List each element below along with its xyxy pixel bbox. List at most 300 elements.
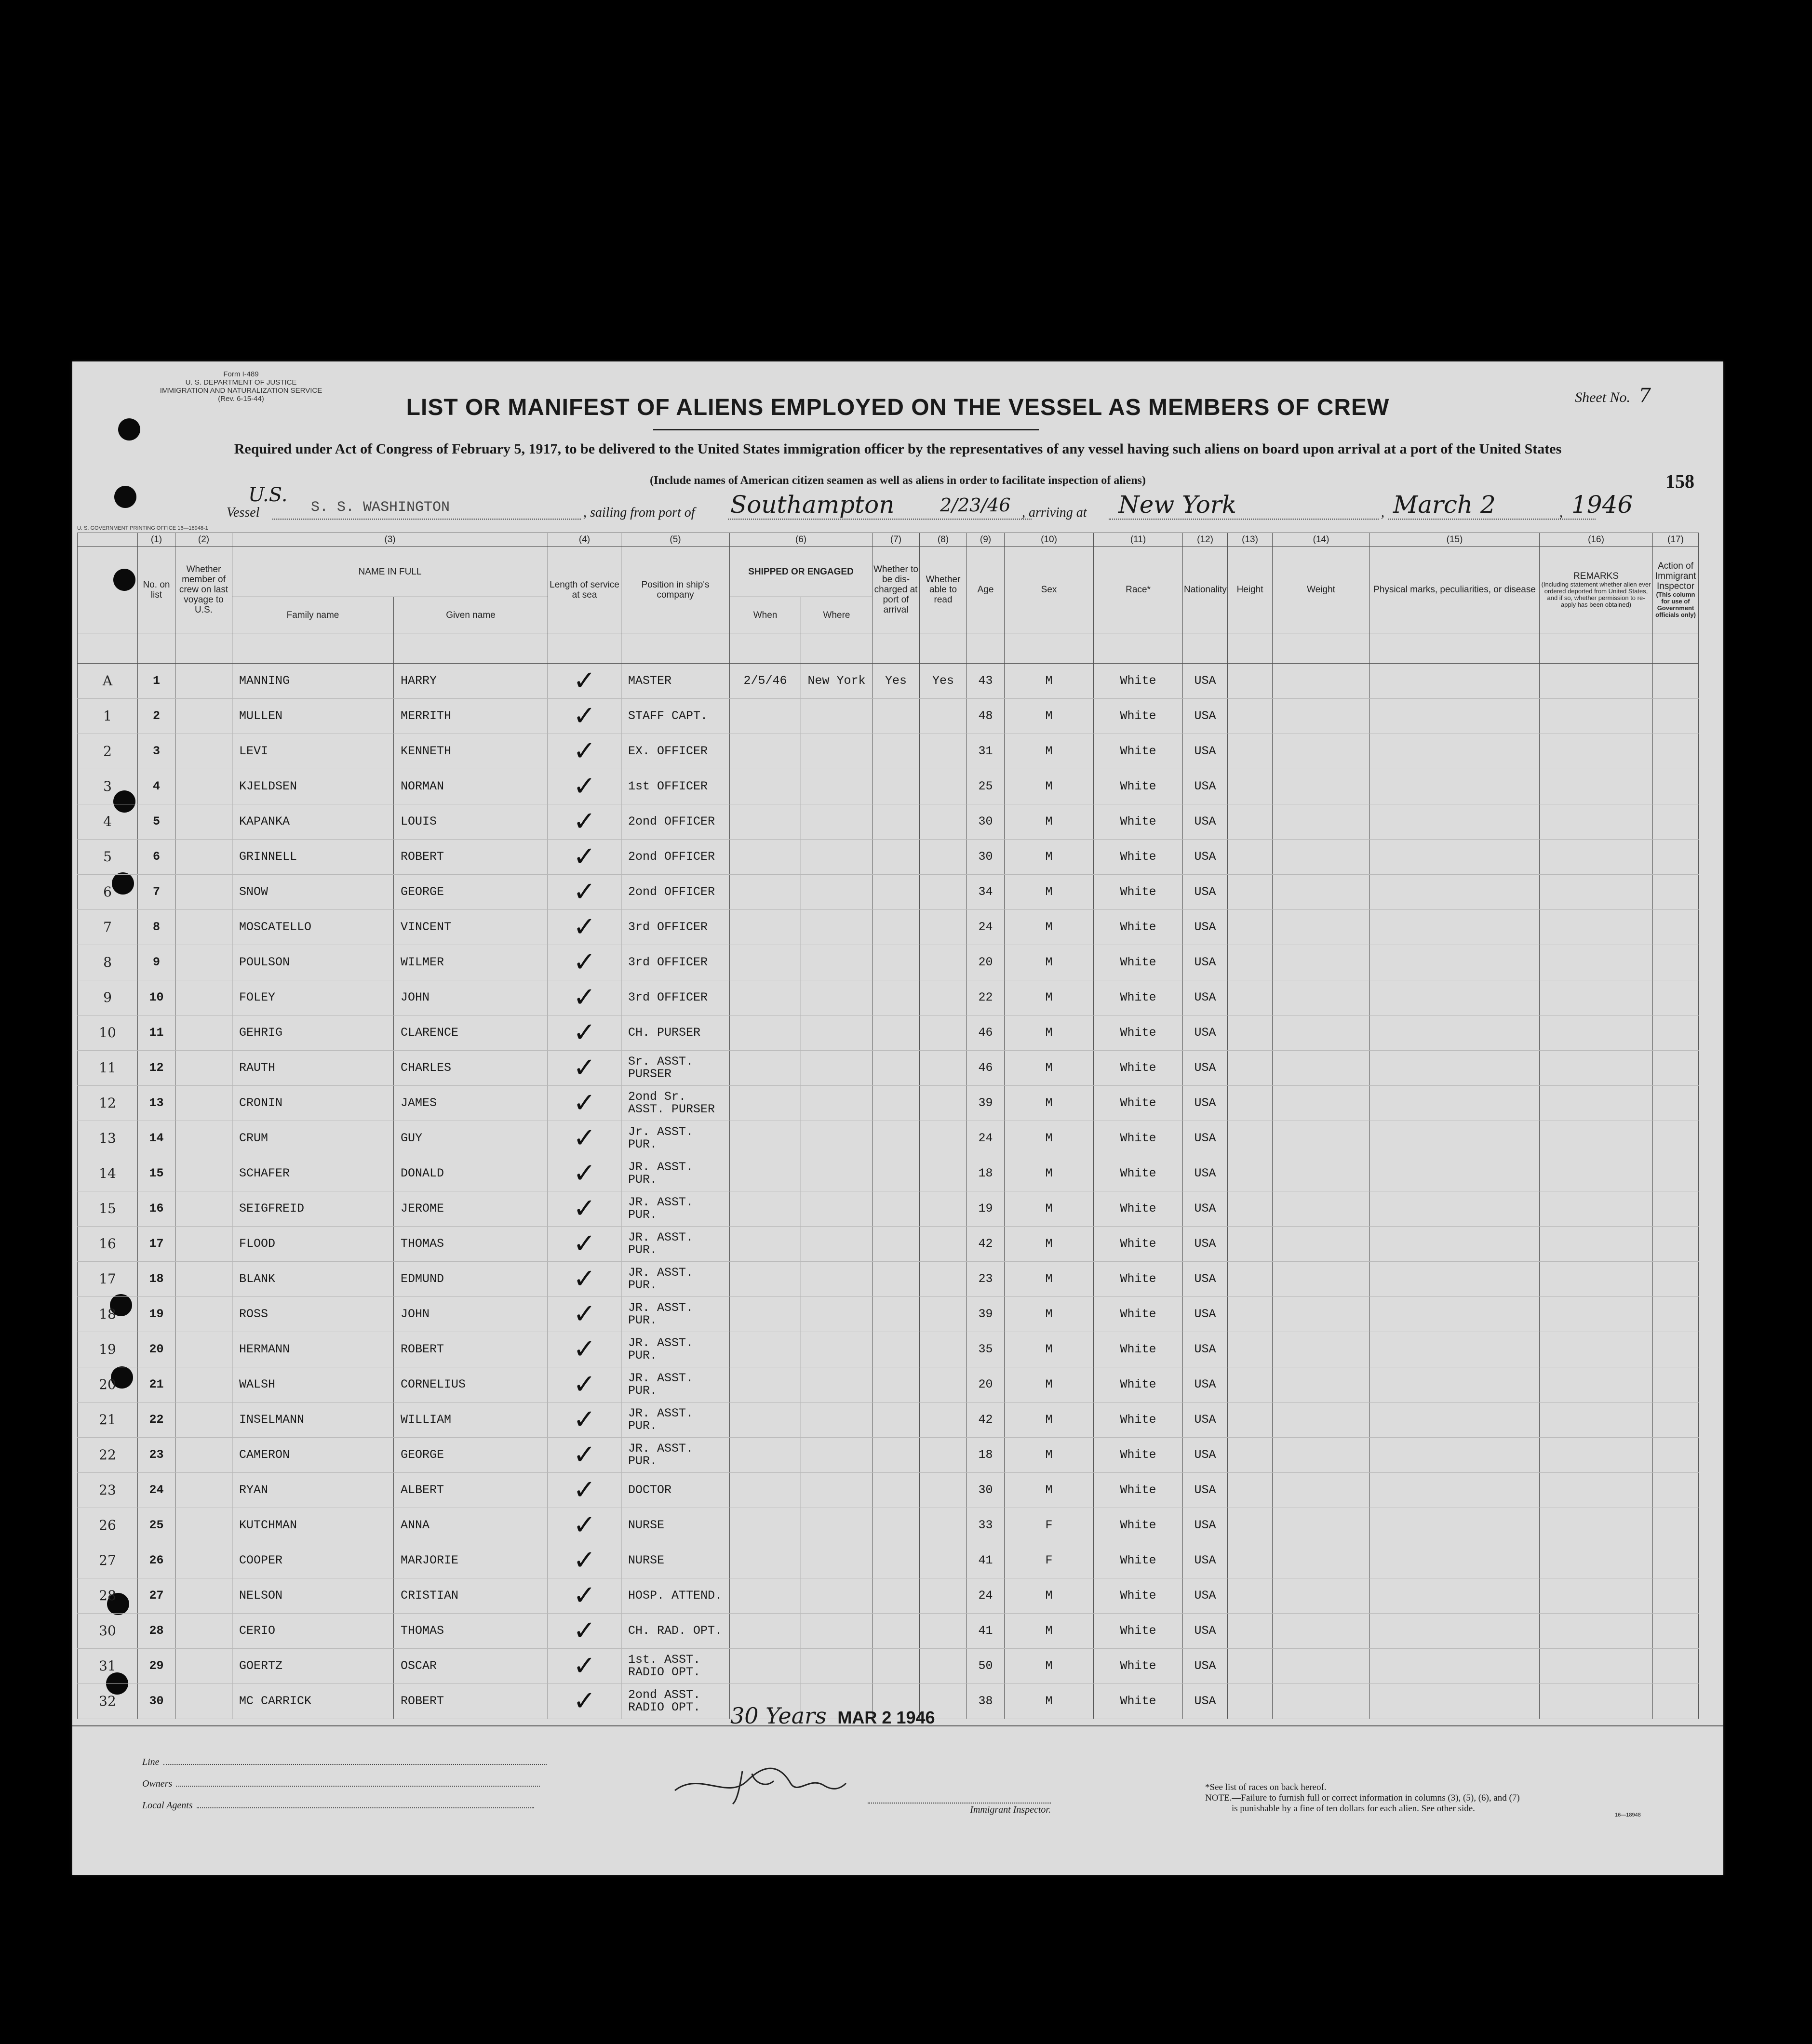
- row-weight: [1273, 1332, 1370, 1367]
- row-physical: [1370, 1684, 1540, 1719]
- crew-row: [78, 840, 1699, 875]
- row-given-name: CORNELIUS: [394, 1367, 548, 1403]
- row-family-name: RYAN: [232, 1473, 394, 1508]
- row-shipped-where: [801, 1332, 872, 1367]
- row-number: 3: [138, 734, 175, 769]
- row-age: 33: [967, 1508, 1005, 1543]
- row-family-name: GRINNELL: [232, 840, 394, 875]
- row-given-name: HARRY: [394, 664, 548, 699]
- row-given-name: CRISTIAN: [394, 1578, 548, 1614]
- row-shipped-where: [801, 1051, 872, 1086]
- crew-row: [78, 1367, 1699, 1403]
- row-race: White: [1094, 1262, 1183, 1297]
- row-position: NURSE: [621, 1543, 730, 1578]
- row-family-name: SCHAFER: [232, 1156, 394, 1191]
- row-discharged: [872, 1121, 920, 1156]
- row-able-read: [920, 1614, 967, 1649]
- header-remarks: [1540, 547, 1653, 633]
- row-action: [1653, 664, 1699, 699]
- row-discharged: [872, 875, 920, 910]
- row-remarks: [1540, 1262, 1653, 1297]
- row-age: 41: [967, 1543, 1005, 1578]
- row-action: [1653, 699, 1699, 734]
- row-physical: [1370, 1121, 1540, 1156]
- row-number: 2: [138, 699, 175, 734]
- col-num-16: (16): [1540, 533, 1653, 547]
- crew-row: [78, 945, 1699, 980]
- printer-imprint: U. S. GOVERNMENT PRINTING OFFICE 16—18948-1: [77, 525, 208, 531]
- row-nationality: USA: [1183, 910, 1228, 945]
- row-remarks: [1540, 1367, 1653, 1403]
- row-weight: [1273, 1015, 1370, 1051]
- row-remarks: [1540, 1614, 1653, 1649]
- row-sex: M: [1005, 1473, 1094, 1508]
- form-number: Form I-489: [223, 370, 259, 378]
- row-physical: [1370, 734, 1540, 769]
- row-shipped-where: [801, 1297, 872, 1332]
- row-age: 20: [967, 1367, 1005, 1403]
- row-nationality: USA: [1183, 664, 1228, 699]
- row-age: 24: [967, 1578, 1005, 1614]
- row-weight: [1273, 1156, 1370, 1191]
- row-physical: [1370, 1367, 1540, 1403]
- arrival-date: March 2: [1393, 491, 1496, 519]
- col-num-6: (6): [730, 533, 872, 547]
- row-age: 39: [967, 1086, 1005, 1121]
- row-shipped-where: [801, 1191, 872, 1227]
- crew-row: [78, 699, 1699, 734]
- row-shipped-where: [801, 1015, 872, 1051]
- row-weight: [1273, 1086, 1370, 1121]
- row-prior-crew: [175, 1508, 232, 1543]
- crew-row: [78, 1332, 1699, 1367]
- row-margin-number: 20: [78, 1367, 138, 1403]
- row-height: [1228, 1684, 1273, 1719]
- row-nationality: USA: [1183, 804, 1228, 840]
- header-shipped: SHIPPED OR ENGAGED: [730, 547, 872, 597]
- row-age: 42: [967, 1227, 1005, 1262]
- row-sex: M: [1005, 664, 1094, 699]
- row-action: [1653, 1438, 1699, 1473]
- row-shipped-where: [801, 1649, 872, 1684]
- row-position: CH. PURSER: [621, 1015, 730, 1051]
- row-family-name: MULLEN: [232, 699, 394, 734]
- row-service-check: ✓: [548, 1473, 621, 1508]
- row-given-name: MARJORIE: [394, 1543, 548, 1578]
- row-nationality: USA: [1183, 1684, 1228, 1719]
- col-num-5: (5): [621, 533, 730, 547]
- row-remarks: [1540, 734, 1653, 769]
- row-action: [1653, 1015, 1699, 1051]
- row-age: 35: [967, 1332, 1005, 1367]
- row-race: White: [1094, 875, 1183, 910]
- row-number: 24: [138, 1473, 175, 1508]
- row-age: 42: [967, 1403, 1005, 1438]
- row-weight: [1273, 664, 1370, 699]
- row-action: [1653, 980, 1699, 1015]
- row-position: 1st OFFICER: [621, 769, 730, 804]
- row-physical: [1370, 910, 1540, 945]
- row-race: White: [1094, 1403, 1183, 1438]
- row-able-read: [920, 1297, 967, 1332]
- row-shipped-where: [801, 1262, 872, 1297]
- row-able-read: [920, 1508, 967, 1543]
- row-shipped-when: [730, 910, 801, 945]
- row-action: [1653, 1121, 1699, 1156]
- row-race: White: [1094, 769, 1183, 804]
- row-margin-number: 28: [78, 1578, 138, 1614]
- row-race: White: [1094, 1614, 1183, 1649]
- row-prior-crew: [175, 1191, 232, 1227]
- row-given-name: ANNA: [394, 1508, 548, 1543]
- row-service-check: ✓: [548, 1086, 621, 1121]
- row-margin-number: 11: [78, 1051, 138, 1086]
- row-shipped-when: [730, 945, 801, 980]
- row-shipped-when: [730, 875, 801, 910]
- crew-row: [78, 1121, 1699, 1156]
- row-number: 7: [138, 875, 175, 910]
- row-discharged: Yes: [872, 664, 920, 699]
- sailing-label: , sailing from port of: [583, 505, 695, 520]
- row-race: White: [1094, 1332, 1183, 1367]
- row-margin-number: 22: [78, 1438, 138, 1473]
- header-sex: Sex: [1005, 547, 1094, 633]
- row-discharged: [872, 1508, 920, 1543]
- row-shipped-where: [801, 980, 872, 1015]
- row-number: 5: [138, 804, 175, 840]
- row-discharged: [872, 1191, 920, 1227]
- row-shipped-when: [730, 1367, 801, 1403]
- row-race: White: [1094, 980, 1183, 1015]
- row-sex: M: [1005, 980, 1094, 1015]
- row-prior-crew: [175, 1367, 232, 1403]
- row-race: White: [1094, 804, 1183, 840]
- row-race: White: [1094, 699, 1183, 734]
- row-physical: [1370, 1191, 1540, 1227]
- row-weight: [1273, 840, 1370, 875]
- row-number: 20: [138, 1332, 175, 1367]
- row-position: 2ond Sr. ASST. PURSER: [621, 1086, 730, 1121]
- row-position: Sr. ASST. PURSER: [621, 1051, 730, 1086]
- row-shipped-where: [801, 1156, 872, 1191]
- row-race: White: [1094, 1156, 1183, 1191]
- row-action: [1653, 769, 1699, 804]
- row-nationality: USA: [1183, 1051, 1228, 1086]
- row-shipped-when: [730, 1578, 801, 1614]
- header-age: Age: [967, 547, 1005, 633]
- row-prior-crew: [175, 1332, 232, 1367]
- row-height: [1228, 1649, 1273, 1684]
- header-name-in-full: NAME IN FULL: [232, 547, 548, 597]
- row-sex: M: [1005, 769, 1094, 804]
- row-position: JR. ASST. PUR.: [621, 1367, 730, 1403]
- stamp-date: MAR 2 1946: [837, 1708, 935, 1727]
- row-remarks: [1540, 1086, 1653, 1121]
- row-prior-crew: [175, 1297, 232, 1332]
- row-family-name: ROSS: [232, 1297, 394, 1332]
- row-number: 30: [138, 1684, 175, 1719]
- row-number: 10: [138, 980, 175, 1015]
- row-race: White: [1094, 1578, 1183, 1614]
- row-number: 11: [138, 1015, 175, 1051]
- row-sex: M: [1005, 699, 1094, 734]
- row-age: 23: [967, 1262, 1005, 1297]
- header-able-read: Whether able to read: [920, 547, 967, 633]
- row-weight: [1273, 804, 1370, 840]
- row-shipped-where: [801, 1473, 872, 1508]
- row-age: 30: [967, 840, 1005, 875]
- footer-note-fine-cont: is punishable by a fine of ten dollars for each alien. See other side.: [1232, 1804, 1475, 1814]
- header-when: When: [730, 597, 801, 633]
- row-margin-number: 4: [78, 804, 138, 840]
- row-height: [1228, 1051, 1273, 1086]
- row-prior-crew: [175, 945, 232, 980]
- row-action: [1653, 1051, 1699, 1086]
- row-height: [1228, 1403, 1273, 1438]
- row-weight: [1273, 980, 1370, 1015]
- row-nationality: USA: [1183, 1508, 1228, 1543]
- row-given-name: LOUIS: [394, 804, 548, 840]
- row-given-name: CLARENCE: [394, 1015, 548, 1051]
- row-margin-number: 21: [78, 1403, 138, 1438]
- row-remarks: [1540, 1191, 1653, 1227]
- row-sex: M: [1005, 1367, 1094, 1403]
- row-weight: [1273, 1121, 1370, 1156]
- row-service-check: ✓: [548, 1614, 621, 1649]
- row-position: 2ond OFFICER: [621, 840, 730, 875]
- row-number: 22: [138, 1403, 175, 1438]
- row-nationality: USA: [1183, 1156, 1228, 1191]
- row-position: JR. ASST. PUR.: [621, 1156, 730, 1191]
- row-age: 18: [967, 1438, 1005, 1473]
- row-prior-crew: [175, 1227, 232, 1262]
- row-service-check: ✓: [548, 769, 621, 804]
- row-able-read: [920, 1578, 967, 1614]
- row-discharged: [872, 1473, 920, 1508]
- row-age: 19: [967, 1191, 1005, 1227]
- row-discharged: [872, 769, 920, 804]
- row-able-read: [920, 804, 967, 840]
- footer-owners: Owners: [142, 1778, 540, 1790]
- row-discharged: [872, 1403, 920, 1438]
- row-nationality: USA: [1183, 1614, 1228, 1649]
- arrival-year: 1946: [1571, 491, 1633, 519]
- row-sex: F: [1005, 1508, 1094, 1543]
- col-num-17: (17): [1653, 533, 1699, 547]
- col-num-13: (13): [1228, 533, 1273, 547]
- row-number: 1: [138, 664, 175, 699]
- row-physical: [1370, 1086, 1540, 1121]
- row-service-check: ✓: [548, 699, 621, 734]
- row-remarks: [1540, 1543, 1653, 1578]
- row-action: [1653, 840, 1699, 875]
- row-remarks: [1540, 1227, 1653, 1262]
- page-number: 158: [1665, 470, 1694, 492]
- row-service-check: ✓: [548, 1403, 621, 1438]
- row-prior-crew: [175, 1086, 232, 1121]
- row-weight: [1273, 1684, 1370, 1719]
- row-position: NURSE: [621, 1508, 730, 1543]
- row-given-name: WILLIAM: [394, 1403, 548, 1438]
- row-number: 19: [138, 1297, 175, 1332]
- row-height: [1228, 734, 1273, 769]
- page-title: LIST OR MANIFEST OF ALIENS EMPLOYED ON THE VESSEL AS MEMBERS OF CREW: [406, 395, 1390, 420]
- row-remarks: [1540, 1473, 1653, 1508]
- row-physical: [1370, 1051, 1540, 1086]
- row-margin-number: 15: [78, 1191, 138, 1227]
- row-physical: [1370, 1649, 1540, 1684]
- row-physical: [1370, 1227, 1540, 1262]
- title-underline: [653, 429, 1039, 430]
- row-shipped-where: [801, 945, 872, 980]
- row-margin-number: 30: [78, 1614, 138, 1649]
- row-margin-number: 26: [78, 1508, 138, 1543]
- row-height: [1228, 1332, 1273, 1367]
- row-discharged: [872, 1367, 920, 1403]
- row-shipped-where: [801, 840, 872, 875]
- row-able-read: [920, 1227, 967, 1262]
- row-margin-number: 6: [78, 875, 138, 910]
- row-physical: [1370, 1403, 1540, 1438]
- row-given-name: ROBERT: [394, 1684, 548, 1719]
- row-physical: [1370, 699, 1540, 734]
- row-sex: M: [1005, 1297, 1094, 1332]
- row-race: White: [1094, 1015, 1183, 1051]
- row-height: [1228, 1156, 1273, 1191]
- row-able-read: [920, 840, 967, 875]
- row-shipped-when: [730, 1438, 801, 1473]
- row-number: 14: [138, 1121, 175, 1156]
- row-prior-crew: [175, 734, 232, 769]
- row-given-name: MERRITH: [394, 699, 548, 734]
- row-discharged: [872, 1332, 920, 1367]
- row-sex: M: [1005, 734, 1094, 769]
- row-nationality: USA: [1183, 1297, 1228, 1332]
- row-weight: [1273, 1614, 1370, 1649]
- row-margin-number: 1: [78, 699, 138, 734]
- row-shipped-where: [801, 1403, 872, 1438]
- row-family-name: POULSON: [232, 945, 394, 980]
- row-shipped-when: 2/5/46: [730, 664, 801, 699]
- row-age: 38: [967, 1684, 1005, 1719]
- row-family-name: CAMERON: [232, 1438, 394, 1473]
- row-remarks: [1540, 1156, 1653, 1191]
- row-shipped-where: [801, 1227, 872, 1262]
- row-physical: [1370, 1543, 1540, 1578]
- col-num-7: (7): [872, 533, 920, 547]
- footer-agents: Local Agents: [142, 1800, 534, 1811]
- row-physical: [1370, 1297, 1540, 1332]
- row-able-read: [920, 1367, 967, 1403]
- crew-row: [78, 1051, 1699, 1086]
- row-remarks: [1540, 875, 1653, 910]
- row-sex: M: [1005, 1227, 1094, 1262]
- row-shipped-where: [801, 699, 872, 734]
- row-service-check: ✓: [548, 1332, 621, 1367]
- row-race: White: [1094, 1297, 1183, 1332]
- row-race: White: [1094, 945, 1183, 980]
- row-nationality: USA: [1183, 769, 1228, 804]
- row-physical: [1370, 1614, 1540, 1649]
- row-prior-crew: [175, 1121, 232, 1156]
- row-margin-number: 14: [78, 1156, 138, 1191]
- crew-row: [78, 980, 1699, 1015]
- row-service-check: ✓: [548, 1156, 621, 1191]
- row-sex: M: [1005, 945, 1094, 980]
- row-nationality: USA: [1183, 1262, 1228, 1297]
- row-physical: [1370, 1438, 1540, 1473]
- row-position: JR. ASST. PUR.: [621, 1262, 730, 1297]
- row-margin-number: 32: [78, 1684, 138, 1719]
- row-action: [1653, 1332, 1699, 1367]
- row-margin-number: 12: [78, 1086, 138, 1121]
- row-age: 43: [967, 664, 1005, 699]
- row-shipped-when: [730, 1508, 801, 1543]
- row-age: 24: [967, 910, 1005, 945]
- row-nationality: USA: [1183, 1578, 1228, 1614]
- row-age: 18: [967, 1156, 1005, 1191]
- row-service-check: ✓: [548, 1015, 621, 1051]
- row-service-check: ✓: [548, 664, 621, 699]
- row-age: 34: [967, 875, 1005, 910]
- row-able-read: [920, 769, 967, 804]
- row-shipped-when: [730, 1473, 801, 1508]
- row-shipped-where: [801, 1543, 872, 1578]
- col-num-12: (12): [1183, 533, 1228, 547]
- row-able-read: [920, 945, 967, 980]
- row-shipped-when: [730, 804, 801, 840]
- row-discharged: [872, 910, 920, 945]
- row-sex: M: [1005, 804, 1094, 840]
- row-able-read: [920, 1086, 967, 1121]
- row-shipped-when: [730, 734, 801, 769]
- row-service-check: ✓: [548, 910, 621, 945]
- row-remarks: [1540, 1121, 1653, 1156]
- row-prior-crew: [175, 664, 232, 699]
- row-family-name: NELSON: [232, 1578, 394, 1614]
- row-age: 20: [967, 945, 1005, 980]
- row-weight: [1273, 1051, 1370, 1086]
- row-family-name: FOLEY: [232, 980, 394, 1015]
- crew-row: [78, 1015, 1699, 1051]
- row-remarks: [1540, 1649, 1653, 1684]
- row-able-read: [920, 1543, 967, 1578]
- row-nationality: USA: [1183, 840, 1228, 875]
- row-family-name: SEIGFREID: [232, 1191, 394, 1227]
- row-nationality: USA: [1183, 1649, 1228, 1684]
- row-margin-number: 5: [78, 840, 138, 875]
- row-physical: [1370, 769, 1540, 804]
- row-position: 2ond OFFICER: [621, 804, 730, 840]
- row-shipped-when: [730, 1332, 801, 1367]
- row-weight: [1273, 910, 1370, 945]
- row-service-check: ✓: [548, 1297, 621, 1332]
- header-no-on-list: No. on list: [138, 547, 175, 633]
- row-height: [1228, 1191, 1273, 1227]
- row-action: [1653, 1262, 1699, 1297]
- row-prior-crew: [175, 1156, 232, 1191]
- row-shipped-where: [801, 769, 872, 804]
- header-position: Position in ship's company: [621, 547, 730, 633]
- row-height: [1228, 769, 1273, 804]
- row-sex: M: [1005, 1086, 1094, 1121]
- row-service-check: ✓: [548, 875, 621, 910]
- row-physical: [1370, 1473, 1540, 1508]
- row-sex: M: [1005, 1649, 1094, 1684]
- row-action: [1653, 1614, 1699, 1649]
- row-action: [1653, 1191, 1699, 1227]
- row-number: 8: [138, 910, 175, 945]
